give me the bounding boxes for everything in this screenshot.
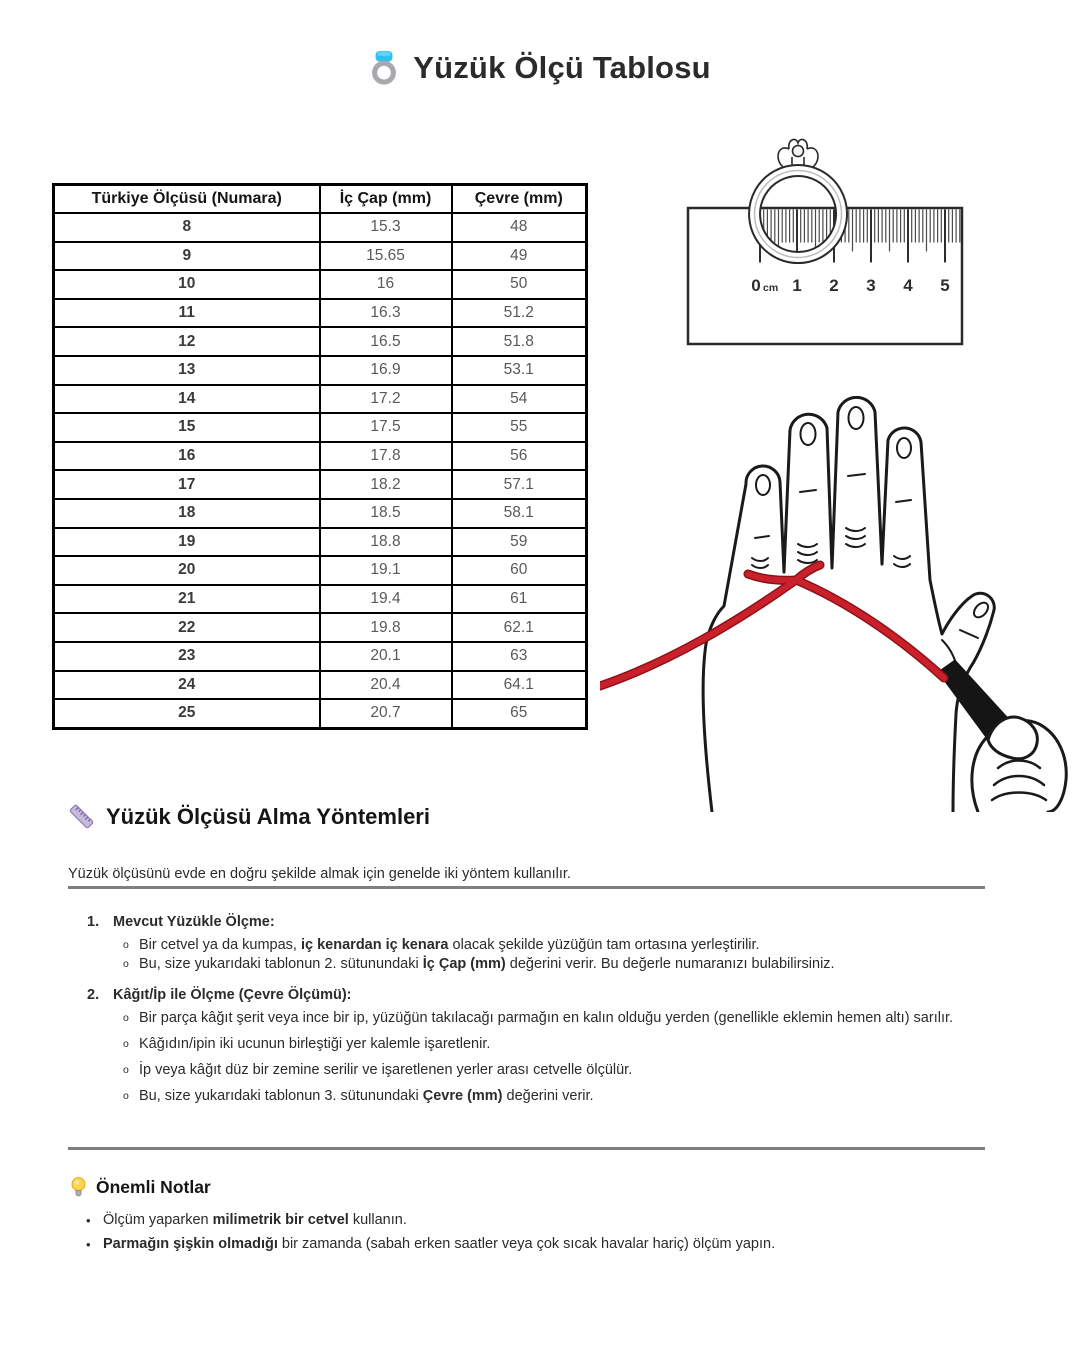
method-item-2 bbox=[87, 987, 987, 1104]
cell-diameter: 16.9 bbox=[320, 356, 452, 385]
section-divider-bottom bbox=[68, 1147, 985, 1150]
cell-circumference: 62.1 bbox=[452, 613, 587, 642]
cell-circumference: 65 bbox=[452, 699, 587, 728]
methods-section-heading-row bbox=[68, 803, 430, 830]
method-number: 2. bbox=[87, 987, 100, 1003]
cell-circumference: 55 bbox=[452, 413, 587, 442]
bullet-text: Bir parça kâğıt şerit veya ince bir ip, yüzüğün takılacağı parmağın en kalın olduğu yerden (genellikle eklemin hemen altı) sarılır. bbox=[139, 1010, 954, 1026]
table-row bbox=[54, 299, 587, 328]
ruler-unit-label: cm bbox=[763, 282, 779, 294]
ring-icon bbox=[369, 49, 399, 87]
notes-section-heading-row bbox=[70, 1176, 211, 1199]
cell-circumference: 63 bbox=[452, 642, 587, 671]
cell-circumference: 57.1 bbox=[452, 470, 587, 499]
cell-circumference: 51.2 bbox=[452, 299, 587, 328]
page-title-row bbox=[0, 42, 1080, 94]
table-header-row bbox=[54, 185, 587, 214]
methods-list bbox=[87, 914, 987, 1119]
cell-size: 21 bbox=[54, 585, 320, 614]
cell-size: 12 bbox=[54, 327, 320, 356]
bullet-text: Kâğıdın/ipin iki ucunun birleştiği yer kalemle işaretlenir. bbox=[139, 1036, 491, 1052]
cell-size: 24 bbox=[54, 671, 320, 700]
table-row bbox=[54, 442, 587, 471]
cell-size: 9 bbox=[54, 242, 320, 271]
ruler-body bbox=[688, 208, 962, 344]
bullet-marker: o bbox=[123, 1090, 129, 1102]
cell-diameter: 20.4 bbox=[320, 671, 452, 700]
table-row bbox=[54, 671, 587, 700]
cell-diameter: 19.1 bbox=[320, 556, 452, 585]
section-divider-top bbox=[68, 886, 985, 889]
methods-section-heading: Yüzük Ölçüsü Alma Yöntemleri bbox=[106, 803, 430, 829]
cell-diameter: 16.3 bbox=[320, 299, 452, 328]
cell-size: 8 bbox=[54, 213, 320, 242]
method-bullet bbox=[87, 1010, 987, 1026]
cell-circumference: 48 bbox=[452, 213, 587, 242]
cell-size: 14 bbox=[54, 385, 320, 414]
note-bullet bbox=[86, 1212, 1006, 1228]
bullet-text: İp veya kâğıt düz bir zemine serilir ve işaretlenen yerler arası cetvelle ölçülür. bbox=[139, 1062, 633, 1078]
col-header-diameter: İç Çap (mm) bbox=[320, 185, 452, 214]
cell-size: 13 bbox=[54, 356, 320, 385]
cell-size: 22 bbox=[54, 613, 320, 642]
method-bullet bbox=[87, 1088, 987, 1104]
ruler-label-2: 2 bbox=[829, 276, 839, 295]
col-header-size: Türkiye Ölçüsü (Numara) bbox=[54, 185, 320, 214]
method-title: Kâğıt/İp ile Ölçme (Çevre Ölçümü): bbox=[113, 987, 352, 1003]
table-row bbox=[54, 242, 587, 271]
ruler-label-3: 3 bbox=[866, 276, 876, 295]
table-row bbox=[54, 642, 587, 671]
cell-diameter: 20.7 bbox=[320, 699, 452, 728]
table-row bbox=[54, 556, 587, 585]
cell-circumference: 58.1 bbox=[452, 499, 587, 528]
method-number: 1. bbox=[87, 914, 100, 930]
method-bullet bbox=[87, 937, 987, 953]
cell-size: 11 bbox=[54, 299, 320, 328]
methods-intro-text: Yüzük ölçüsünü evde en doğru şekilde almak için genelde iki yöntem kullanılır. bbox=[68, 865, 571, 882]
cell-size: 17 bbox=[54, 470, 320, 499]
table-row bbox=[54, 270, 587, 299]
table-row bbox=[54, 413, 587, 442]
ring-crown bbox=[778, 139, 818, 167]
cell-diameter: 18.5 bbox=[320, 499, 452, 528]
cell-circumference: 61 bbox=[452, 585, 587, 614]
cell-diameter: 18.2 bbox=[320, 470, 452, 499]
cell-circumference: 54 bbox=[452, 385, 587, 414]
note-text: Ölçüm yaparken milimetrik bir cetvel kullanın. bbox=[103, 1212, 407, 1228]
ruler-icon bbox=[68, 803, 95, 830]
bullet-marker: o bbox=[123, 958, 129, 970]
cell-diameter: 17.5 bbox=[320, 413, 452, 442]
table-row bbox=[54, 528, 587, 557]
cell-size: 18 bbox=[54, 499, 320, 528]
ring-on-ruler-illustration bbox=[680, 128, 980, 358]
cell-circumference: 51.8 bbox=[452, 327, 587, 356]
method-title: Mevcut Yüzükle Ölçme: bbox=[113, 914, 275, 930]
cell-circumference: 49 bbox=[452, 242, 587, 271]
cell-diameter: 17.8 bbox=[320, 442, 452, 471]
bullet-marker: o bbox=[123, 1064, 129, 1076]
cell-size: 20 bbox=[54, 556, 320, 585]
cell-size: 15 bbox=[54, 413, 320, 442]
table-row bbox=[54, 585, 587, 614]
method-bullet bbox=[87, 1062, 987, 1078]
cell-circumference: 56 bbox=[452, 442, 587, 471]
notes-list bbox=[86, 1212, 1006, 1260]
hand-string-illustration bbox=[600, 372, 1070, 812]
bullet-marker: • bbox=[86, 1213, 91, 1228]
bullet-text: Bu, size yukarıdaki tablonun 2. sütunundaki İç Çap (mm) değerini verir. Bu değerle numaranızı bulabilirsiniz. bbox=[139, 956, 835, 972]
cell-diameter: 15.3 bbox=[320, 213, 452, 242]
ruler-label-1: 1 bbox=[792, 276, 802, 295]
cell-size: 16 bbox=[54, 442, 320, 471]
cell-diameter: 15.65 bbox=[320, 242, 452, 271]
method-item-1 bbox=[87, 914, 987, 972]
cell-circumference: 59 bbox=[452, 528, 587, 557]
bullet-marker: o bbox=[123, 1038, 129, 1050]
ring-size-table bbox=[52, 183, 588, 730]
cell-circumference: 60 bbox=[452, 556, 587, 585]
cell-circumference: 53.1 bbox=[452, 356, 587, 385]
cell-diameter: 16.5 bbox=[320, 327, 452, 356]
cell-diameter: 20.1 bbox=[320, 642, 452, 671]
cell-circumference: 64.1 bbox=[452, 671, 587, 700]
table-row bbox=[54, 385, 587, 414]
bullet-marker: • bbox=[86, 1237, 91, 1252]
note-text: Parmağın şişkin olmadığı bir zamanda (sabah erken saatler veya çok sıcak havalar hariç) ölçüm yapın. bbox=[103, 1236, 776, 1252]
table-row bbox=[54, 356, 587, 385]
cell-size: 25 bbox=[54, 699, 320, 728]
cell-circumference: 50 bbox=[452, 270, 587, 299]
note-bullet bbox=[86, 1236, 1006, 1252]
table-row bbox=[54, 470, 587, 499]
bullet-text: Bu, size yukarıdaki tablonun 3. sütunundaki Çevre (mm) değerini verir. bbox=[139, 1088, 594, 1104]
method-bullet bbox=[87, 1036, 987, 1052]
cell-size: 19 bbox=[54, 528, 320, 557]
ruler-label-4: 4 bbox=[903, 276, 913, 295]
cell-diameter: 16 bbox=[320, 270, 452, 299]
ruler-label-0: 0 bbox=[751, 276, 761, 295]
cell-diameter: 19.4 bbox=[320, 585, 452, 614]
ruler-label-5: 5 bbox=[940, 276, 950, 295]
method-bullet bbox=[87, 956, 987, 972]
cell-size: 10 bbox=[54, 270, 320, 299]
table-row bbox=[54, 213, 587, 242]
cell-diameter: 17.2 bbox=[320, 385, 452, 414]
bullet-text: Bir cetvel ya da kumpas, iç kenardan iç kenara olacak şekilde yüzüğün tam ortasına yerleştirilir. bbox=[139, 937, 760, 953]
cell-diameter: 18.8 bbox=[320, 528, 452, 557]
bullet-marker: o bbox=[123, 1012, 129, 1024]
table-row bbox=[54, 499, 587, 528]
page-title: Yüzük Ölçü Tablosu bbox=[413, 50, 711, 85]
table-row bbox=[54, 327, 587, 356]
notes-section-heading: Önemli Notlar bbox=[96, 1177, 211, 1197]
col-header-circumference: Çevre (mm) bbox=[452, 185, 587, 214]
table-row bbox=[54, 699, 587, 728]
table-row bbox=[54, 613, 587, 642]
cell-size: 23 bbox=[54, 642, 320, 671]
cell-diameter: 19.8 bbox=[320, 613, 452, 642]
lightbulb-icon bbox=[70, 1176, 87, 1199]
bullet-marker: o bbox=[123, 939, 129, 951]
